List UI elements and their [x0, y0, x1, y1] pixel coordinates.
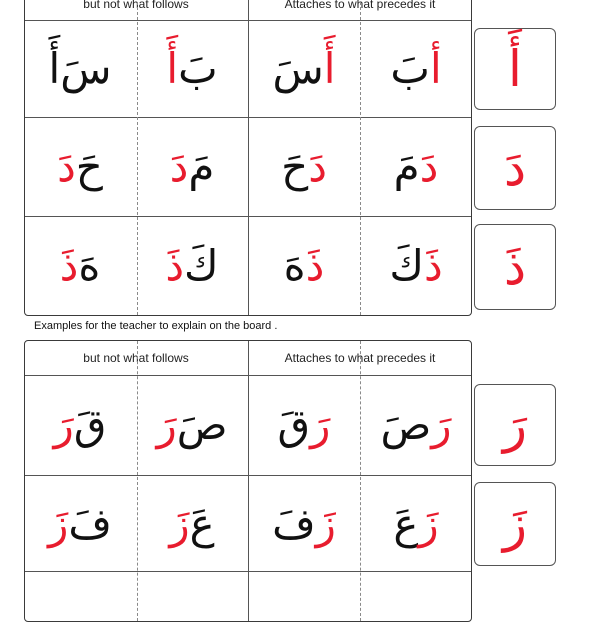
- bottom-header-right: Attaches to what precedes it: [284, 351, 436, 365]
- highlighted-letter: أ: [429, 44, 442, 93]
- example-word: [25, 476, 135, 571]
- card-letter: أَ: [508, 40, 522, 98]
- joining-letter: قَ: [277, 400, 311, 449]
- letter-card-ra: [474, 384, 556, 466]
- joining-letter: فَ: [68, 499, 112, 548]
- example-word: [25, 376, 135, 474]
- joining-letter: سَ: [60, 44, 112, 93]
- example-word: [249, 376, 359, 474]
- example-word: [361, 217, 471, 315]
- joining-letter: كَ: [389, 241, 424, 290]
- joining-letter: بَ: [390, 44, 430, 93]
- joining-letter: هَ: [78, 241, 101, 290]
- example-word: [137, 21, 247, 117]
- example-word: [361, 376, 471, 474]
- highlighted-letter: زَ: [169, 499, 190, 548]
- joining-letter: صَ: [176, 400, 228, 449]
- top-header-right: Attaches to what precedes it: [284, 0, 436, 11]
- card-letter: ذَ: [503, 238, 527, 296]
- highlighted-letter: ذَ: [423, 241, 443, 290]
- joining-letter: هَ: [283, 241, 306, 290]
- highlighted-letter: رَ: [431, 400, 452, 449]
- joining-letter: بَ: [178, 44, 218, 93]
- example-word: [249, 217, 359, 315]
- joining-letter: حَ: [281, 142, 309, 191]
- example-word: [249, 21, 359, 117]
- highlighted-letter: رَ: [310, 400, 331, 449]
- joining-letter: قَ: [73, 400, 107, 449]
- example-word: [137, 376, 247, 474]
- teacher-note: Examples for the teacher to explain on the board .: [34, 320, 278, 332]
- highlighted-letter: زَ: [418, 499, 439, 548]
- example-word: [25, 118, 135, 216]
- highlighted-letter: أَ: [166, 44, 179, 93]
- card-letter: دَ: [503, 139, 527, 197]
- example-word: [137, 476, 247, 571]
- example-word: [249, 476, 359, 571]
- highlighted-letter: ذَ: [59, 241, 79, 290]
- joining-letter: فَ: [272, 499, 316, 548]
- example-word: [361, 118, 471, 216]
- card-letter: رَ: [502, 396, 528, 454]
- letter-card-dhal: [474, 224, 556, 310]
- card-letter: زَ: [502, 495, 528, 553]
- top-header-left: but not what follows: [83, 0, 189, 11]
- joining-letter: كَ: [184, 241, 219, 290]
- joining-letter: عَ: [393, 499, 419, 548]
- highlighted-letter: رَ: [53, 400, 74, 449]
- example-word: [137, 217, 247, 315]
- highlighted-letter: زَ: [48, 499, 69, 548]
- letter-card-dal: [474, 126, 556, 210]
- joining-letter: صَ: [380, 400, 432, 449]
- example-word: [361, 476, 471, 571]
- highlighted-letter: ذَ: [305, 241, 325, 290]
- joining-letter: مَ: [188, 142, 215, 191]
- example-word: [25, 21, 135, 117]
- joining-letter: سَ: [272, 44, 324, 93]
- example-word: [361, 21, 471, 117]
- letter-card-alif: [474, 28, 556, 110]
- highlighted-letter: دَ: [57, 142, 76, 191]
- highlighted-letter: دَ: [308, 142, 327, 191]
- example-word: [249, 118, 359, 216]
- highlighted-letter: دَ: [169, 142, 189, 191]
- joining-letter: عَ: [189, 499, 215, 548]
- example-word: [25, 217, 135, 315]
- top-letter-table: [24, 0, 472, 316]
- bottom-header-left: but not what follows: [83, 351, 189, 365]
- highlighted-letter: زَ: [315, 499, 336, 548]
- bottom-letter-table: [24, 340, 472, 622]
- highlighted-letter: رَ: [156, 400, 177, 449]
- example-word: [137, 118, 247, 216]
- joining-letter: مَ: [393, 142, 420, 191]
- joining-letter: أَ: [48, 44, 61, 93]
- highlighted-letter: دَ: [419, 142, 439, 191]
- joining-letter: حَ: [75, 142, 103, 191]
- letter-card-zay: [474, 482, 556, 566]
- highlighted-letter: ذَ: [165, 241, 185, 290]
- highlighted-letter: أَ: [323, 44, 336, 93]
